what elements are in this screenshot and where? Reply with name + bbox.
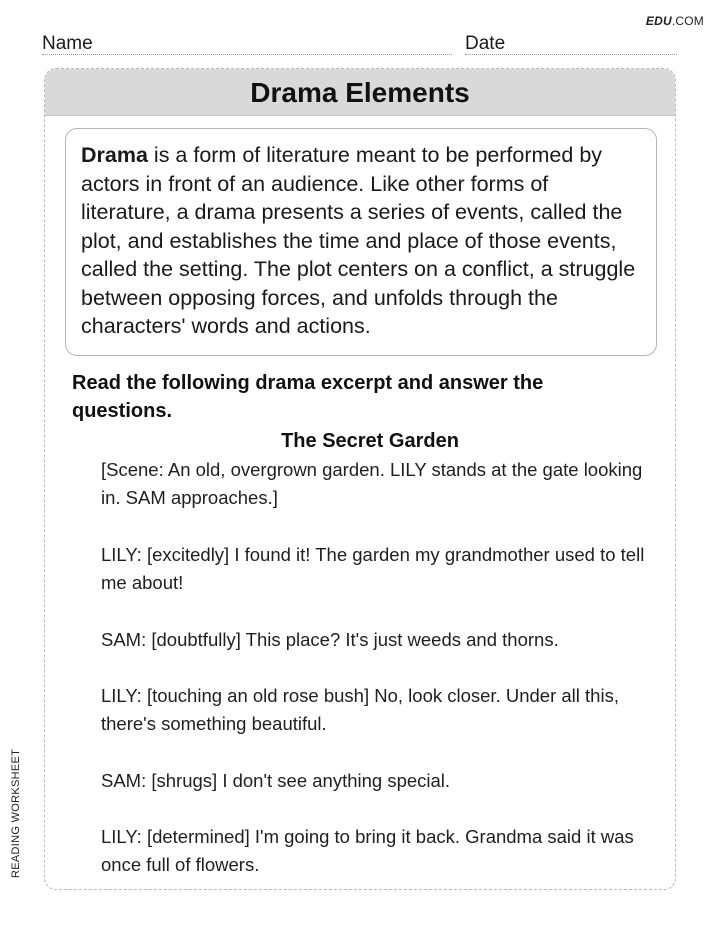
instructions: Read the following drama excerpt and answer the questions.: [72, 372, 544, 422]
excerpt-dialogue-line: LILY: [determined] I'm going to bring it back. Grandma said it was once full of flowers.: [101, 826, 634, 875]
brand-logo-bold: EDU: [645, 14, 672, 28]
worksheet-type-label: READING WORKSHEET: [10, 748, 22, 878]
excerpt-dialogue-line: SAM: [shrugs] I don't see anything special.: [101, 770, 451, 791]
excerpt-dialogue-line: LILY: [excitedly] I found it! The garden my grandmother used to tell me about!: [101, 544, 645, 593]
definition-term: Drama: [81, 143, 148, 167]
definition-text: is a form of literature meant to be performed by actors in front of an audience. Like other forms of literature, a drama presents a series of events, called the plot, and establishes the time and place of those events, called the setting. The plot centers on a conflict, a struggle between opposing forces, and unfolds through the characters' words and actions.: [81, 143, 636, 338]
excerpt-dialogue-line: LILY: [touching an old rose bush] No, look closer. Under all this, there's something beautiful.: [101, 685, 619, 734]
name-label: Name: [42, 33, 93, 54]
excerpt-dialogue-line: SAM: [doubtfully] This place? It's just weeds and thorns.: [101, 629, 559, 650]
excerpt-stage-direction: [Scene: An old, overgrown garden. LILY stands at the gate looking in. SAM approaches.]: [101, 459, 643, 508]
page-title: Drama Elements: [45, 69, 675, 116]
excerpt-title: The Secret Garden: [281, 430, 459, 452]
brand-logo-suffix: .COM: [671, 14, 704, 28]
date-label: Date: [465, 33, 506, 54]
date-field[interactable]: [465, 34, 677, 55]
name-field[interactable]: [42, 34, 452, 55]
definition-box: [65, 128, 657, 356]
brand-logo: [646, 14, 704, 28]
worksheet-card: [44, 68, 676, 890]
